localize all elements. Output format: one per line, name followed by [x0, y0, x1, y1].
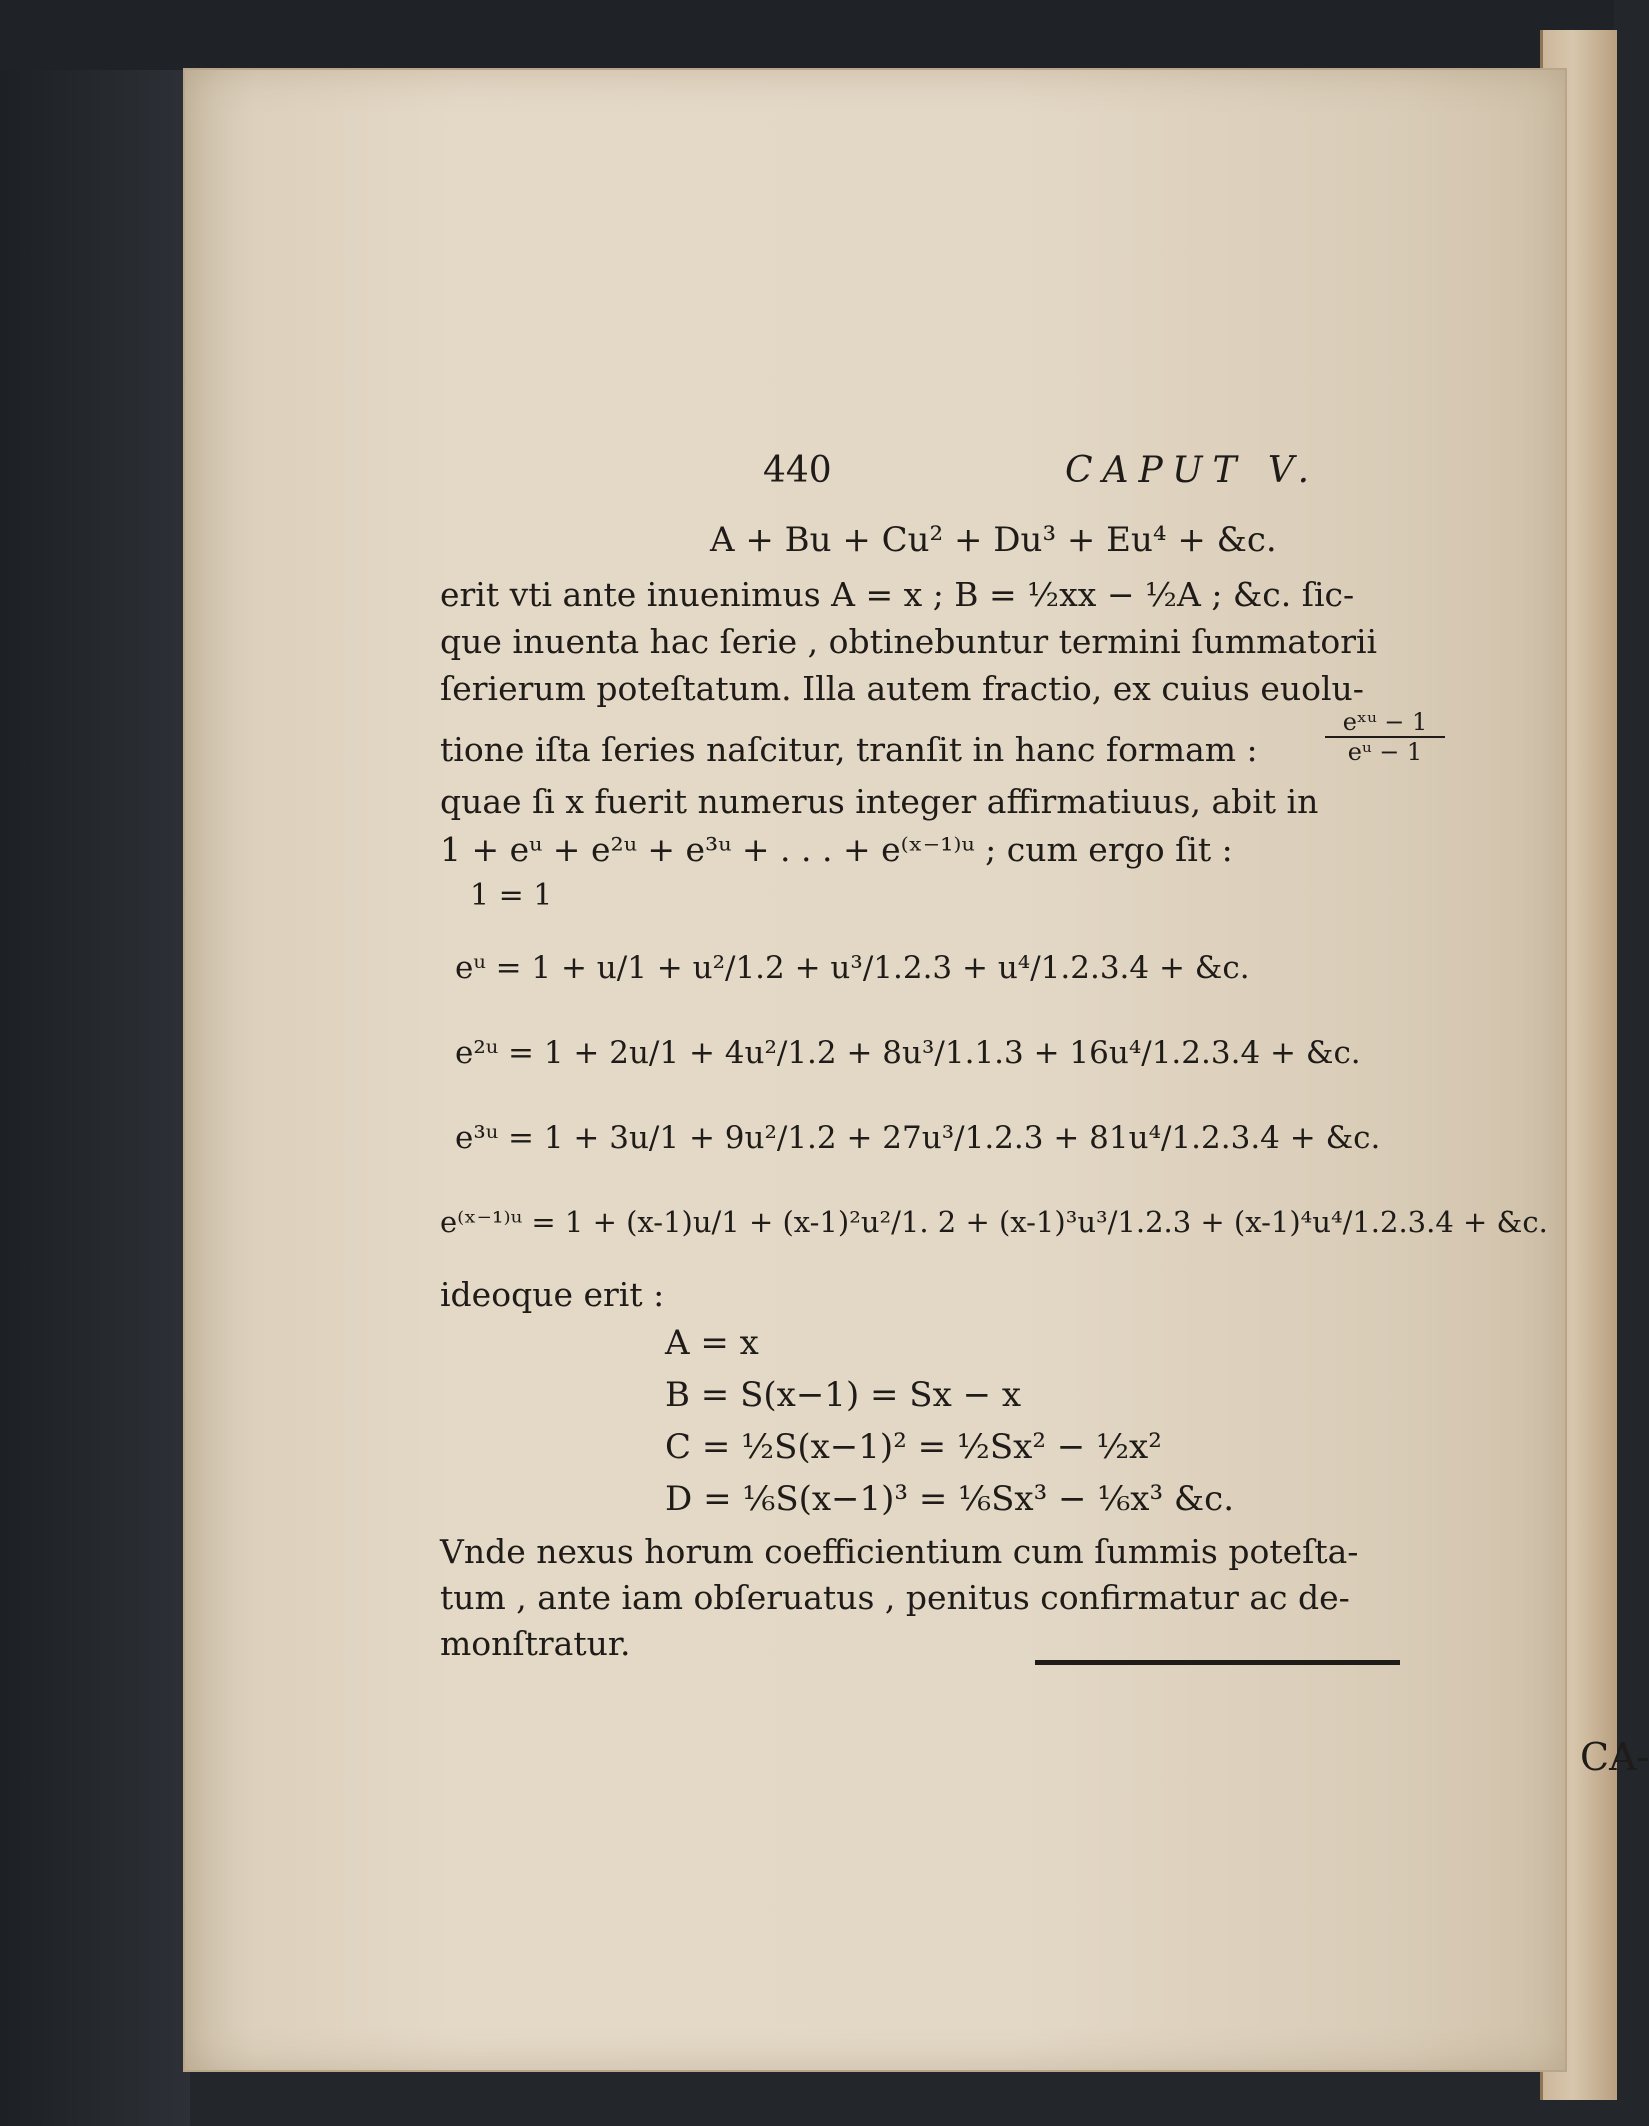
expansion-line: e²ᵘ = 1 + 2u/1 + 4u²/1.2 + 8u³/1.1.3 + 16u⁴/1.2.3.4 + &c.: [455, 1035, 1361, 1071]
paragraph-line: quae ſi x fuerit numerus integer affirmatiuus, abit in: [440, 782, 1319, 821]
paragraph-line: 1 + eᵘ + e²ᵘ + e³ᵘ + . . . + e⁽ˣ⁻¹⁾ᵘ ; cum ergo ſit :: [440, 830, 1233, 869]
paragraph-line: tione iſta ſeries naſcitur, tranſit in hanc formam :: [440, 730, 1258, 769]
paragraph-line: tum , ante iam obſeruatus , penitus confirmatur ac de-: [440, 1578, 1350, 1617]
book-page: [183, 68, 1649, 2072]
fraction-denominator: eᵘ − 1: [1347, 738, 1423, 766]
fraction-numerator: eˣᵘ − 1: [1325, 708, 1445, 738]
series-line: A + Bu + Cu² + Du³ + Eu⁴ + &c.: [710, 520, 1277, 560]
result-line: D = ⅙S(x−1)³ = ⅙Sx³ − ⅙x³ &c.: [665, 1479, 1235, 1519]
result-line: C = ½S(x−1)² = ½Sx² − ½x²: [665, 1427, 1162, 1467]
result-line: B = S(x−1) = Sx − x: [665, 1375, 1022, 1415]
background-top: [0, 0, 1614, 70]
ideoque-line: ideoque erit :: [440, 1275, 665, 1314]
page-number: 440: [763, 450, 832, 491]
background-shadow: [0, 0, 190, 2126]
paragraph-line: Vnde nexus horum coefficientium cum ſummis poteſta-: [440, 1532, 1359, 1571]
expansion-line: 1 = 1: [470, 878, 553, 913]
paragraph-line: monſtratur.: [440, 1624, 631, 1663]
catchword: CA-: [1580, 1735, 1649, 1779]
paragraph-line: erit vti ante inuenimus A = x ; B = ½xx − ½A ; &c. ſic-: [440, 575, 1355, 614]
expansion-line: e⁽ˣ⁻¹⁾ᵘ = 1 + (x-1)u/1 + (x-1)²u²/1. 2 + (x-1)³u³/1.2.3 + (x-1)⁴u⁴/1.2.3.4 + &c.: [440, 1205, 1548, 1239]
expansion-line: eᵘ = 1 + u/1 + u²/1.2 + u³/1.2.3 + u⁴/1.2.3.4 + &c.: [455, 950, 1250, 986]
paragraph-line: ſerierum poteſtatum. Illa autem fractio, ex cuius euolu-: [440, 669, 1364, 708]
fraction: [1325, 708, 1445, 766]
running-head: CAPUT V.: [1065, 450, 1320, 491]
expansion-line: e³ᵘ = 1 + 3u/1 + 9u²/1.2 + 27u³/1.2.3 + 81u⁴/1.2.3.4 + &c.: [455, 1120, 1381, 1156]
paragraph-line: que inuenta hac ſerie , obtinebuntur termini ſummatorii: [440, 622, 1378, 661]
section-rule: [1035, 1660, 1400, 1665]
result-line: A = x: [665, 1323, 759, 1363]
